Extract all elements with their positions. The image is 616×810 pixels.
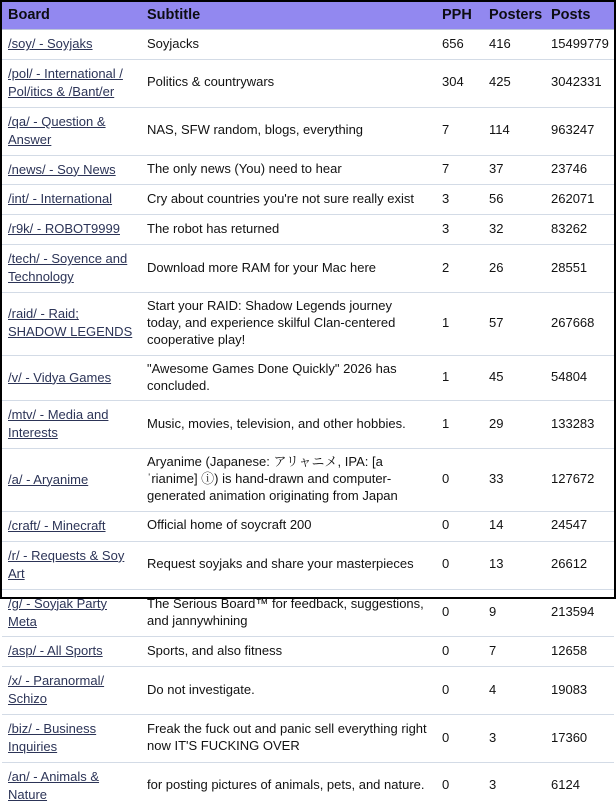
board-posters-value: 3: [483, 762, 545, 809]
board-posts-value: 262071: [545, 185, 614, 215]
table-row: [2, 715, 614, 763]
board-subtitle-cell: [141, 60, 436, 108]
board-pph-value: 1: [436, 293, 483, 356]
table-row: [2, 215, 614, 245]
table-row: [2, 401, 614, 449]
board-link[interactable]: /v/ - Vidya Games: [8, 369, 112, 385]
board-pph-value: 0: [436, 667, 483, 715]
column-header-pph[interactable]: PPH: [436, 2, 483, 30]
board-subtitle-cell: [141, 589, 436, 637]
board-subtitle-cell: [141, 107, 436, 155]
board-link[interactable]: /news/ - Soy News: [8, 161, 116, 177]
board-posts-value: 17360: [545, 715, 614, 763]
column-header-board[interactable]: Board: [2, 2, 141, 30]
table-row: [2, 541, 614, 589]
board-posters-value: 57: [483, 293, 545, 356]
board-name-cell: [2, 60, 141, 108]
board-posts-value: 3042331: [545, 60, 614, 108]
board-subtitle-text: Request soyjaks and share your masterpieces: [147, 556, 414, 572]
board-subtitle-text: Do not investigate.: [147, 681, 255, 697]
board-subtitle-text: Official home of soycraft 200: [147, 517, 312, 533]
board-link[interactable]: /mtv/ - Media and Interests: [8, 407, 109, 441]
board-name-cell: [2, 762, 141, 809]
board-posters-value: 45: [483, 355, 545, 401]
board-pph-value: 3: [436, 185, 483, 215]
board-posters-value: 9: [483, 589, 545, 637]
board-posts-value: 133283: [545, 401, 614, 449]
board-subtitle-cell: [141, 511, 436, 541]
board-pph-value: 0: [436, 762, 483, 809]
board-subtitle-text: Soyjacks: [147, 35, 200, 51]
table-row: [2, 355, 614, 401]
board-posters-value: 56: [483, 185, 545, 215]
board-link[interactable]: /r9k/ - ROBOT9999: [8, 221, 120, 237]
board-posts-value: 23746: [545, 155, 614, 185]
board-subtitle-text: "Awesome Games Done Quickly" 2026 has concluded.: [147, 360, 397, 393]
board-pph-value: 0: [436, 589, 483, 637]
board-subtitle-cell: [141, 293, 436, 356]
board-posters-value: 14: [483, 511, 545, 541]
board-name-cell: [2, 107, 141, 155]
table-row: [2, 293, 614, 356]
board-subtitle-cell: [141, 355, 436, 401]
board-link[interactable]: /biz/ - Business Inquiries: [8, 721, 97, 754]
board-posts-value: 127672: [545, 449, 614, 512]
board-subtitle-cell: [141, 715, 436, 763]
board-posts-value: 28551: [545, 245, 614, 293]
table-row: [2, 245, 614, 293]
table-row: [2, 762, 614, 809]
board-name-cell: [2, 215, 141, 245]
board-subtitle-cell: [141, 185, 436, 215]
board-subtitle-text: The robot has returned: [147, 220, 280, 236]
board-posters-value: 13: [483, 541, 545, 589]
table-row: [2, 60, 614, 108]
board-name-cell: [2, 245, 141, 293]
board-subtitle-text: for posting pictures of animals, pets, and nature.: [147, 777, 425, 793]
board-name-cell: [2, 715, 141, 763]
board-name-cell: [2, 355, 141, 401]
board-posters-value: 7: [483, 637, 545, 667]
table-row: [2, 667, 614, 715]
board-link[interactable]: /soy/ - Soyjaks: [8, 36, 93, 52]
board-name-cell: [2, 589, 141, 637]
board-name-cell: [2, 185, 141, 215]
board-subtitle-text: Start your RAID: Shadow Legends journey today, and experience skilful Clan-centered cooperative play!: [147, 298, 396, 347]
board-posters-value: 425: [483, 60, 545, 108]
board-posters-value: 26: [483, 245, 545, 293]
board-pph-value: 7: [436, 107, 483, 155]
board-subtitle-text: The only news (You) need to hear: [147, 161, 342, 177]
board-subtitle-cell: [141, 215, 436, 245]
board-posters-value: 416: [483, 30, 545, 60]
board-name-cell: [2, 401, 141, 449]
table-row: [2, 511, 614, 541]
board-posters-value: 29: [483, 401, 545, 449]
board-posters-value: 37: [483, 155, 545, 185]
board-link[interactable]: /g/ - Soyjak Party Meta: [8, 595, 107, 629]
table-row: [2, 637, 614, 667]
board-name-cell: [2, 449, 141, 512]
board-posters-value: 33: [483, 449, 545, 512]
table-row: [2, 30, 614, 60]
board-pph-value: 0: [436, 637, 483, 667]
board-subtitle-text: Aryanime (Japanese: アリャニメ, IPA: [aˈrianime] ⓘ) is hand-drawn and computer-generated animation originating from Japan: [147, 454, 398, 504]
board-subtitle-text: Sports, and also fitness: [147, 642, 283, 658]
board-subtitle-cell: [141, 30, 436, 60]
board-subtitle-cell: [141, 637, 436, 667]
board-link[interactable]: /raid/ - Raid; SHADOW LEGENDS: [8, 306, 133, 340]
board-name-cell: [2, 541, 141, 589]
board-posts-value: 24547: [545, 511, 614, 541]
board-pph-value: 656: [436, 30, 483, 60]
board-name-cell: [2, 511, 141, 541]
board-link[interactable]: /craft/ - Minecraft: [8, 517, 106, 533]
board-pph-value: 0: [436, 541, 483, 589]
board-pph-value: 1: [436, 355, 483, 401]
board-posters-value: 32: [483, 215, 545, 245]
table-row: [2, 185, 614, 215]
board-name-cell: [2, 637, 141, 667]
board-subtitle-text: The Serious Board™ for feedback, suggestions, and jannywhining: [147, 595, 424, 628]
board-posts-value: 83262: [545, 215, 614, 245]
table-header: [2, 2, 614, 30]
column-header-subtitle[interactable]: Subtitle: [141, 2, 436, 30]
board-subtitle-text: NAS, SFW random, blogs, everything: [147, 122, 364, 138]
board-subtitle-cell: [141, 541, 436, 589]
board-link[interactable]: /r/ - Requests & Soy Art: [8, 547, 125, 581]
board-list-table: [2, 2, 614, 810]
board-link[interactable]: /qa/ - Question & Answer: [8, 113, 106, 147]
table-row: [2, 107, 614, 155]
board-posters-value: 114: [483, 107, 545, 155]
board-pph-value: 3: [436, 215, 483, 245]
board-posts-value: 54804: [545, 355, 614, 401]
board-subtitle-text: Cry about countries you're not sure really exist: [147, 190, 414, 206]
board-link[interactable]: /an/ - Animals & Nature: [8, 768, 100, 802]
board-pph-value: 7: [436, 155, 483, 185]
board-pph-value: 0: [436, 449, 483, 512]
board-pph-value: 0: [436, 511, 483, 541]
board-subtitle-cell: [141, 245, 436, 293]
column-header-posts[interactable]: Posts: [545, 2, 614, 30]
board-posts-value: 26612: [545, 541, 614, 589]
board-posts-value: 6124: [545, 762, 614, 809]
board-link[interactable]: /x/ - Paranormal/ Schizo: [8, 673, 105, 707]
board-posters-value: 3: [483, 715, 545, 763]
board-posts-value: 267668: [545, 293, 614, 356]
board-pph-value: 1: [436, 401, 483, 449]
table-row: [2, 449, 614, 512]
column-header-posters[interactable]: Posters: [483, 2, 545, 30]
board-name-cell: [2, 30, 141, 60]
board-posts-value: 963247: [545, 107, 614, 155]
board-pph-value: 304: [436, 60, 483, 108]
board-subtitle-cell: [141, 449, 436, 512]
header-row: [2, 2, 614, 30]
board-posts-value: 213594: [545, 589, 614, 637]
table-row: [2, 155, 614, 185]
board-subtitle-cell: [141, 401, 436, 449]
table-body: [2, 30, 614, 810]
board-link[interactable]: /tech/ - Soyence and Technology: [8, 251, 128, 285]
board-posts-value: 12658: [545, 637, 614, 667]
board-link[interactable]: /pol/ - International / Pol/itics & /Bant/er: [8, 66, 123, 99]
board-name-cell: [2, 667, 141, 715]
board-pph-value: 2: [436, 245, 483, 293]
board-posts-value: 15499779: [545, 30, 614, 60]
board-subtitle-text: Politics & countrywars: [147, 74, 275, 90]
board-pph-value: 0: [436, 715, 483, 763]
table-row: [2, 589, 614, 637]
board-link[interactable]: /a/ - Aryanime: [8, 471, 89, 487]
board-subtitle-cell: [141, 762, 436, 809]
board-subtitle-text: Download more RAM for your Mac here: [147, 259, 377, 275]
board-name-cell: [2, 293, 141, 356]
board-subtitle-text: Freak the fuck out and panic sell everything right now IT'S FUCKING OVER: [147, 721, 427, 753]
board-name-cell: [2, 155, 141, 185]
board-subtitle-cell: [141, 155, 436, 185]
board-link[interactable]: /asp/ - All Sports: [8, 643, 103, 659]
board-subtitle-cell: [141, 667, 436, 715]
board-link[interactable]: /int/ - International: [8, 191, 113, 207]
board-posters-value: 4: [483, 667, 545, 715]
board-posts-value: 19083: [545, 667, 614, 715]
board-subtitle-text: Music, movies, television, and other hobbies.: [147, 415, 406, 431]
